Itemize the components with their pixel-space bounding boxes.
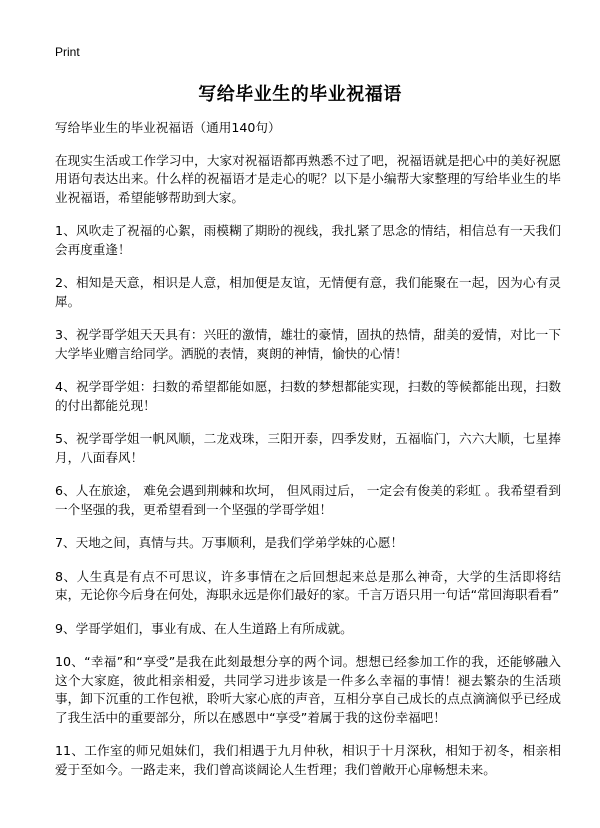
blessing-item-3: 3、祝学哥学姐天天具有：兴旺的激情，雄壮的豪情，固执的热情，甜美的爱情，对比一下大学毕业赠言给同学。洒脱的表情，爽朗的神情，愉快的心情！ [55, 327, 561, 361]
document-body [55, 119, 561, 794]
intro-paragraph: 在现实生活或工作学习中，大家对祝福语都再熟悉不过了吧，祝福语就是把心中的美好祝愿用语句表达出来。什么样的祝福语才是走心的呢？以下是小编帮大家整理的写给毕业生的毕业祝福语，希望能够帮助到大家。 [55, 152, 561, 205]
page-title: 写给毕业生的毕业祝福语 [198, 84, 402, 105]
blessing-item-10: 10、“幸福”和“享受”是我在此刻最想分享的两个词。想想已经参加工作的我，还能够融入这个大家庭，彼此相亲相爱，共同学习进步该是一件多么幸福的事情！褪去繁杂的生活琐事，卸下沉重的工作包袱，聆听大家心底的声音，互相分享自己成长的点点滴滴似乎已经成了我生活中的重要部分，所以在感恩中“享受”着属于我的这份幸福吧！ [55, 654, 561, 725]
blessing-item-11: 11、工作室的师兄姐妹们，我们相遇于九月仲秋，相识于十月深秋，相知于初冬，相亲相爱于至如今。一路走来，我们曾高谈阔论人生哲理；我们曾敞开心扉畅想未来。 [55, 743, 561, 777]
blessing-item-7: 7、天地之间，真情与共。万事顺利，是我们学弟学妹的心愿！ [55, 535, 404, 550]
blessing-item-5: 5、祝学哥学姐一帆风顺，二龙戏珠，三阳开泰，四季发财，五福临门，六六大顺，七星捧月，八面春风！ [55, 431, 561, 465]
blessing-item-1: 1、风吹走了祝福的心絮，雨模糊了期盼的视线，我扎紧了思念的情结，相信总有一天我们会再度重逢！ [55, 223, 561, 257]
blessing-item-2: 2、相知是天意，相识是人意，相加便是友谊，无情便有意，我们能聚在一起，因为心有灵犀。 [55, 275, 561, 309]
print-link[interactable]: Print [55, 45, 80, 59]
document-subtitle: 写给毕业生的毕业祝福语（通用140句） [55, 120, 281, 135]
blessing-item-8: 8、人生真是有点不可思议，许多事情在之后回想起来总是那么神奇，大学的生活即将结束，无论你今后身在何处，海职永远是你们最好的家。千言万语只用一句话“常回海职看看” [55, 568, 561, 602]
blessing-item-6: 6、人在旅途， 难免会遇到荆棘和坎坷， 但风雨过后， 一定会有俊美的彩虹 。我希望看到一个坚强的我，更希望看到一个坚强的学哥学姐！ [55, 483, 561, 517]
blessing-item-9: 9、学哥学姐们，事业有成、在人生道路上有所成就。 [55, 620, 353, 636]
blessing-item-4: 4、祝学哥学姐：扫数的希望都能如愿，扫数的梦想都能实现，扫数的等候都能出现，扫数的付出都能兑现！ [55, 379, 561, 413]
